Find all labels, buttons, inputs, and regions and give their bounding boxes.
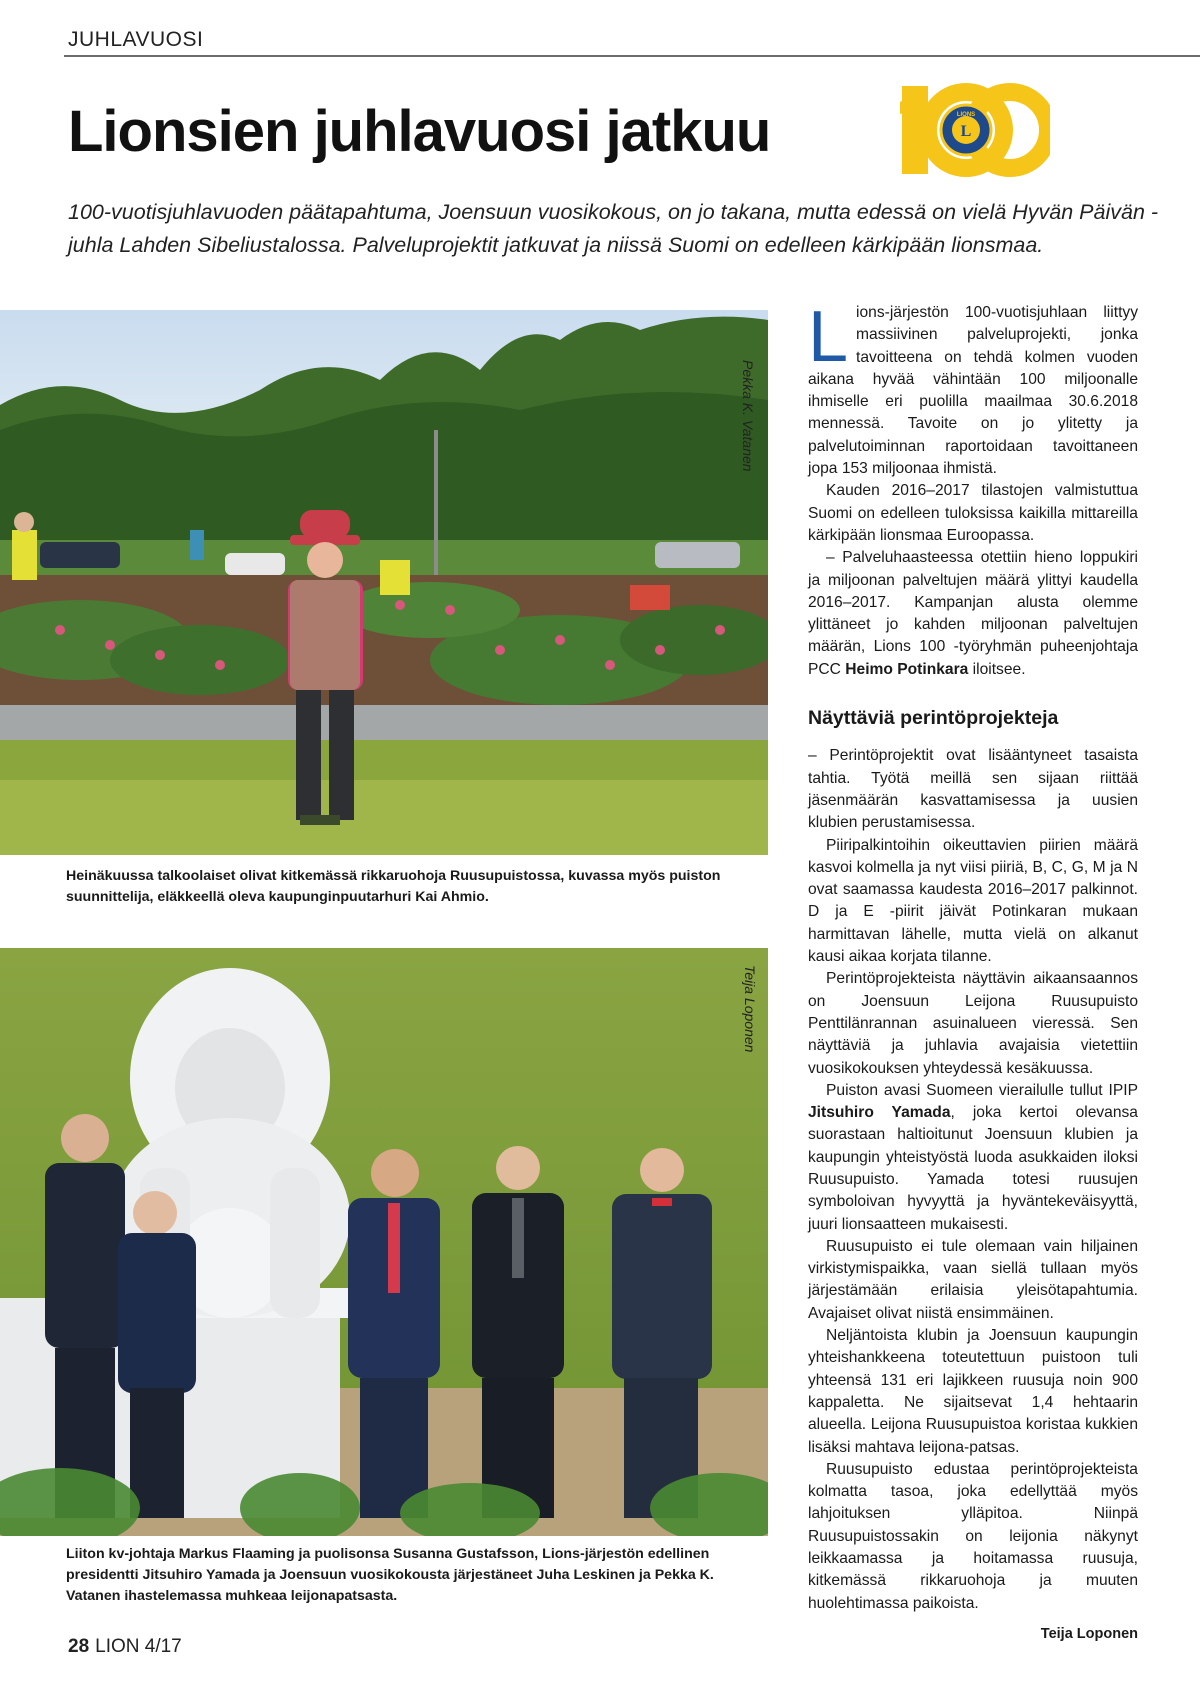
name-highlight: Jitsuhiro Yamada	[808, 1104, 951, 1122]
article-paragraph: Ruusupuisto ei tule olemaan vain hiljainen virkistymispaikka, vaan siellä tullaan myös järjestämään erilaisia yleisötapahtumia. Avajaiset olivat niistä ensimmäinen.	[808, 1237, 1138, 1322]
magazine-issue: LION 4/17	[95, 1636, 182, 1657]
byline: Teija Loponen	[1040, 1625, 1138, 1642]
lions-100-logo	[900, 80, 1050, 180]
article-paragraph: – Perintöprojektit ovat lisääntyneet tasaista tahtia. Työtä meillä sen sijaan riittää jäsenmäärän kasvattamisessa ja uusien klubien perustamisessa.	[808, 747, 1138, 832]
article-paragraph: Lions-järjestön 100-vuotisjuhlaan liittyy massiivinen palveluprojekti, jonka tavoitteena on tehdä kolmen vuoden aikana hyvää vähintään 100 miljoonalle ihmiselle eri puolilla maailmaa 30.6.2018 mennessä. Tavoite on jo ylitetty ja palvelutoiminnan raportoidaan tavoittaneen jopa 153 miljoonaa ihmistä.	[808, 297, 1138, 478]
header-rule	[64, 55, 1200, 57]
photo-caption: Liiton kv-johtaja Markus Flaaming ja puolisonsa Susanna Gustafsson, Lions-järjestön edellinen presidentti Jitsuhiro Yamada ja Joensuun vuosikokousta järjestäneet Juha Leskinen ja Pekka K. Vatanen ihastelemassa muhkeaa leijonapatsasta.	[66, 1546, 714, 1604]
page-number: 28	[68, 1636, 90, 1657]
person-4	[472, 1146, 564, 1518]
photo-lion-statue-group	[0, 948, 768, 1536]
article-paragraph: Neljäntoista klubin ja Joensuun kaupungin yhteishankkeena toteutettuun puistoon tuli yhteensä 131 eri lajikkeen ruusuja noin 900 kappaletta. Ne sijaitsevat 1,4 hehtaarin alueella. Leijona Ruusupuistoa koristaa kukkien lisäksi mahtava leijona-patsas.	[808, 1327, 1138, 1456]
article-paragraph: Puiston avasi Suomeen vierailulle tullut IPIP Jitsuhiro Yamada, joka kertoi olevansa suorastaan haltioitunut Joensuun klubien ja kaupungin yhteistyöstä luoda asukkaiden iloksi Ruusupuisto. Yamada totesi ruusujen symboloivan hyvyyttä ja hyväntekeväisyyttä, juuri lionsaatteen mukaisesti.	[808, 1081, 1138, 1233]
logo-emblem-text: LIONS	[956, 112, 976, 118]
photo-caption: Heinäkuussa talkoolaiset olivat kitkemässä rikkaruohoja Ruusupuistossa, kuvassa myös puiston suunnittelija, eläkkeellä oleva kaupunginpuutarhuri Kai Ahmio.	[66, 868, 721, 905]
section-subheading: Näyttäviä perintöprojekteja	[808, 707, 1059, 730]
drop-cap: L	[808, 297, 849, 377]
article-paragraph: Ruusupuisto edustaa perintöprojekteista kolmatta tasoa, joka edellyttää myös lahjoituksen ylläpitoa. Niinpä Ruusupuistossakin on leijonia näkynyt leikkaamassa ja hoitamassa ruusuja, kitkemässä rikkaruohoja ja muuten huolehtimassa paikoista.	[808, 1460, 1138, 1612]
photo-credit: Teija Loponen	[742, 965, 758, 1053]
page-title: Lionsien juhlavuosi jatkuu	[68, 99, 771, 164]
person-1	[45, 1114, 125, 1518]
article-paragraph: – Palveluhaasteessa otettiin hieno loppukiri ja miljoonan palveltujen määrä ylittyi kaudella 2016–2017. Kampanjan alusta olemme ylittäneet jo kahden miljoonan palveltujen määrän, Lions 100 -työryhmän puheenjohtaja PCC Heimo Potinkara iloitsee.	[808, 549, 1138, 678]
person-5	[612, 1148, 712, 1518]
name-highlight: Heimo Potinkara	[845, 660, 969, 678]
article-paragraph: Perintöprojekteista näyttävin aikaansaannos on Joensuun Leijona Ruusupuisto Penttilänrannan asuinalueen vieressä. Sen näyttäviä ja juhlavia avajaisia vietettiin vuosikokouksen yhteydessä kesäkuussa.	[808, 970, 1138, 1077]
photo-garden-volunteers	[0, 310, 768, 855]
section-label: JUHLAVUOSI	[68, 28, 204, 51]
svg-text:L: L	[960, 123, 972, 140]
article-paragraph: Kauden 2016–2017 tilastojen valmistuttua Suomi on edelleen tuloksissa kaikilla mittareilla kärkipään lionsmaa Euroopassa.	[808, 482, 1138, 544]
photo-credit: Pekka K. Vatanen	[740, 360, 756, 472]
article-paragraph: Piiripalkintoihin oikeuttavien piirien määrä kasvoi kolmella ja nyt viisi piiriä, B, C, G, M ja N ovat saamassa kaudesta 2016–2017 palkinnot. D ja E -piirit jäivät Potinkaran mukaan harmittavan lähelle, mutta vielä on alkanut kausi aikaa korjata tilanne.	[808, 836, 1138, 966]
article-column	[808, 297, 1138, 1645]
page-footer	[68, 1636, 182, 1658]
lede: 100-vuotisjuhlavuoden päätapahtuma, Joensuun vuosikokous, on jo takana, mutta edessä on vielä Hyvän Päivän -juhla Lahden Sibeliustalossa. Palveluprojektit jatkuvat ja niissä Suomi on edelleen kärkipään lionsmaa.	[68, 200, 1159, 257]
person-3	[348, 1149, 440, 1518]
